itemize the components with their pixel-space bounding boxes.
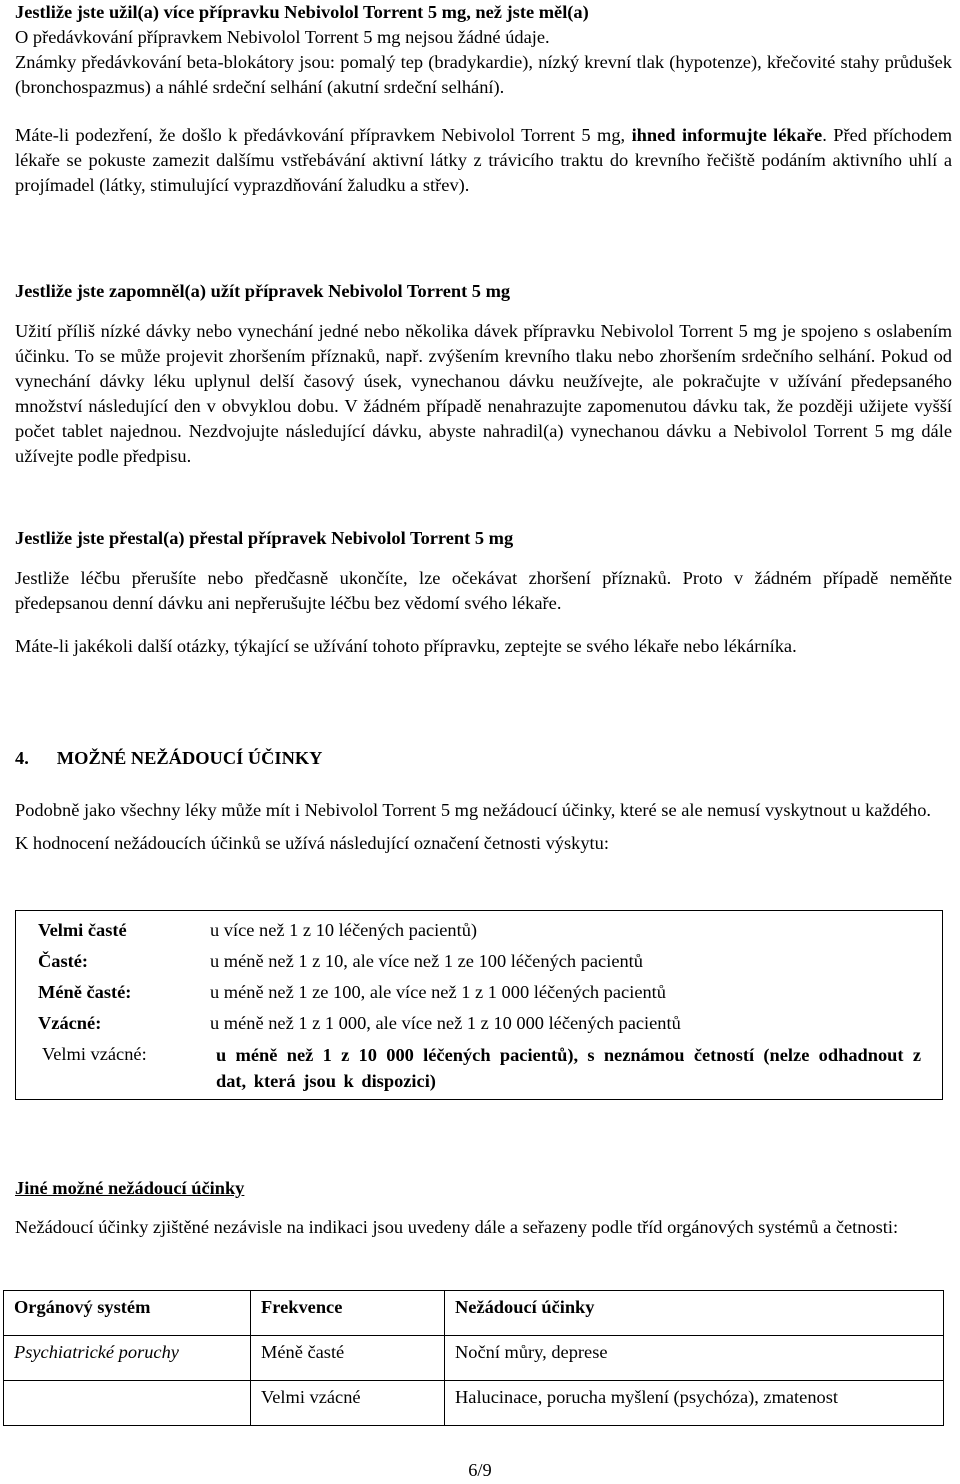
frequency-term: Vzácné: bbox=[38, 1013, 102, 1033]
table-header-cell: Orgánový systém bbox=[4, 1291, 251, 1336]
section-4-heading bbox=[15, 746, 952, 771]
missed-dose-paragraph: Užití příliš nízké dávky nebo vynechání jedné nebo několika dávek přípravku Nebivolol Torrent 5 mg je spojeno s oslabením účinku. To se může projevit zhoršením příznaků, např. zvýšením krevního tlaku nebo zhoršením srdečního selhání. Pokud od vynechání dávky léku uplynul delší časový úsek, vynechanou dávku neužívejte, ale pokračujte v užívání předepsaného množství následující den v obvyklou dobu. V žádném případě nenahrazujte zapomenutou dávku tak, že později užijete vyšší počet tablet najednou. Nezdvojujte následující dávku, abyste nahradil(a) vynechanou dávku a Nebivolol Torrent 5 mg dále užívejte podle předpisu. bbox=[15, 321, 952, 466]
frequency-term: Méně časté: bbox=[38, 982, 132, 1002]
stopped-paragraph-2: Máte-li jakékoli další otázky, týkající se užívání tohoto přípravku, zeptejte se svého lékaře nebo lékárníka. bbox=[15, 636, 797, 656]
frequency-table bbox=[15, 910, 943, 1100]
other-effects-section bbox=[15, 1176, 952, 1240]
overdose-section bbox=[15, 0, 952, 198]
frequency-description: u více než 1 z 10 léčených pacientů) bbox=[210, 920, 478, 940]
other-effects-paragraph: Nežádoucí účinky zjištěné nezávisle na indikaci jsou uvedeny dále a seřazeny podle tříd orgánových systémů a četnosti: bbox=[15, 1217, 899, 1237]
table-cell: Halucinace, porucha myšlení (psychóza), zmatenost bbox=[445, 1381, 944, 1426]
missed-dose-section bbox=[15, 279, 952, 469]
overdose-heading: Jestliže jste užil(a) více přípravku Nebivolol Torrent 5 mg, než jste měl(a) bbox=[15, 2, 589, 22]
frequency-term: Velmi vzácné: bbox=[42, 1044, 147, 1064]
other-effects-heading: Jiné možné nežádoucí účinky bbox=[15, 1178, 245, 1198]
table-cell: Méně časté bbox=[251, 1336, 445, 1381]
frequency-description: u méně než 1 z 1 000, ale více než 1 z 10 000 léčených pacientů bbox=[210, 1013, 681, 1033]
section-4 bbox=[15, 746, 952, 856]
frequency-term: Časté: bbox=[38, 951, 89, 971]
section-4-paragraph-1: Podobně jako všechny léky může mít i Nebivolol Torrent 5 mg nežádoucí účinky, které se ale nemusí vyskytnout u každého. bbox=[15, 800, 931, 820]
table-row bbox=[4, 1381, 944, 1426]
table-header-row bbox=[4, 1291, 944, 1336]
stopped-heading: Jestliže jste přestal(a) přestal přípravek Nebivolol Torrent 5 mg bbox=[15, 528, 514, 548]
overdose-paragraph-3 bbox=[15, 123, 952, 198]
frequency-term: Velmi časté bbox=[38, 920, 127, 940]
missed-dose-heading: Jestliže jste zapomněl(a) užít přípravek Nebivolol Torrent 5 mg bbox=[15, 281, 511, 301]
table-header-cell: Nežádoucí účinky bbox=[445, 1291, 944, 1336]
stopped-section bbox=[15, 526, 952, 659]
table-cell: Psychiatrické poruchy bbox=[4, 1336, 251, 1381]
section-4-title: MOŽNÉ NEŽÁDOUCÍ ÚČINKY bbox=[56, 748, 323, 768]
overdose-paragraph-3-end: . Před příchodem lékaře se pokuste zamezit dalšímu vstřebávání aktivní látky z trávicího traktu do krevního řečiště podáním aktivního uhlí a projímadel (látky, stimulující vyprazdňování žaludku a střev). bbox=[15, 125, 952, 195]
overdose-paragraph-3-start: Máte-li podezření, že došlo k předávkování přípravkem Nebivolol Torrent 5 mg, bbox=[15, 125, 632, 145]
overdose-paragraph-2: Známky předávkování beta-blokátory jsou: pomalý tep (bradykardie), nízký krevní tlak (hypotenze), křečovité stahy průdušek (bronchospazmus) a náhlé srdeční selhání (akutní srdeční selhání). bbox=[15, 52, 952, 97]
section-4-paragraph-2: K hodnocení nežádoucích účinků se užívá následující označení četnosti výskytu: bbox=[15, 833, 609, 853]
table-cell: Noční můry, deprese bbox=[445, 1336, 944, 1381]
section-4-number: 4. bbox=[15, 748, 29, 768]
frequency-description: u méně než 1 z 10 000 léčených pacientů), s neznámou četností (nelze odhadnout z dat, která jsou k dispozici) bbox=[216, 1045, 921, 1091]
table-row bbox=[4, 1336, 944, 1381]
table-cell bbox=[4, 1381, 251, 1426]
table-header-cell: Frekvence bbox=[251, 1291, 445, 1336]
organ-system-table bbox=[3, 1290, 944, 1426]
table-cell: Velmi vzácné bbox=[251, 1381, 445, 1426]
frequency-description: u méně než 1 z 10, ale více než 1 ze 100 léčených pacientů bbox=[210, 951, 643, 971]
overdose-inform-doctor: ihned informujte lékaře bbox=[631, 125, 823, 145]
page-number: 6/9 bbox=[468, 1460, 492, 1480]
overdose-paragraph-1: O předávkování přípravkem Nebivolol Torrent 5 mg nejsou žádné údaje. bbox=[15, 27, 550, 47]
frequency-description: u méně než 1 ze 100, ale více než 1 z 1 000 léčených pacientů bbox=[210, 982, 666, 1002]
stopped-paragraph-1: Jestliže léčbu přerušíte nebo předčasně ukončíte, lze očekávat zhoršení příznaků. Proto v žádném případě neměňte předepsanou denní dávku ani nepřerušujte léčbu bez vědomí svého lékaře. bbox=[15, 568, 952, 613]
